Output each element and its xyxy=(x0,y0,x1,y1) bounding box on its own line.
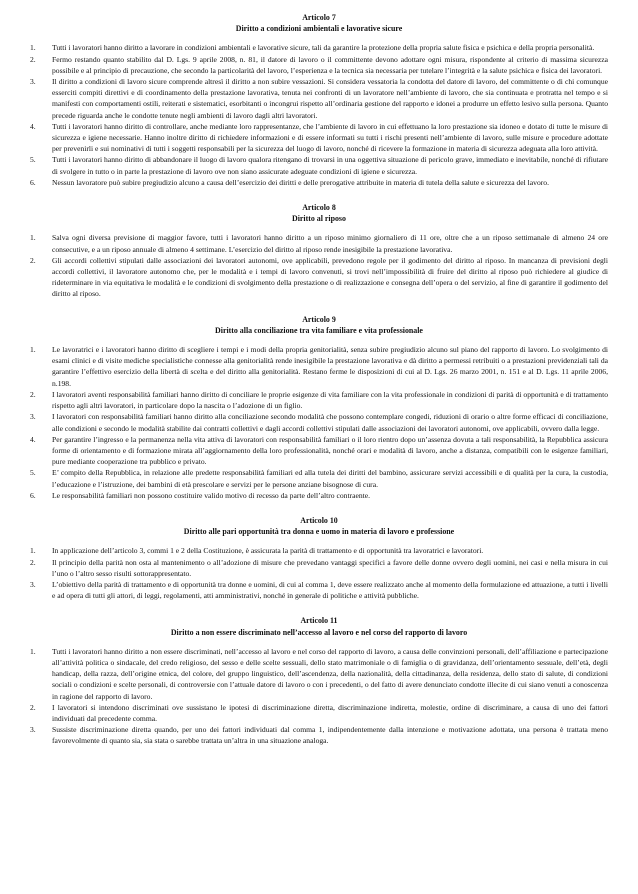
article-title: Articolo 10 xyxy=(300,515,338,525)
list-item xyxy=(30,389,608,411)
list-item xyxy=(30,702,608,724)
article-list xyxy=(30,42,608,188)
item-text: Tutti i lavoratori hanno diritto a lavorare in condizioni ambientali e lavorative sicure, tali da garantire la protezione della propria salute fisica e psichica e della propria personalità. xyxy=(52,43,595,53)
article-title: Articolo 8 xyxy=(302,203,336,213)
list-item xyxy=(30,54,608,76)
article-list xyxy=(30,232,608,299)
article-10 xyxy=(30,515,608,601)
list-item xyxy=(30,579,608,601)
item-number: 2. xyxy=(30,54,36,64)
item-number: 1. xyxy=(30,646,36,656)
item-number: 2. xyxy=(30,702,36,712)
article-7 xyxy=(30,12,608,188)
item-text: I lavoratori aventi responsabilità familiari hanno diritto di conciliare le proprie esigenze di vita familiare con la vita professionale in condizioni di parità di opportunità e di trattamento rispetto agli altri lavoratori, in particolare dopo la nascita o l’adozione di un figlio. xyxy=(52,389,608,411)
article-title: Articolo 7 xyxy=(302,13,336,22)
item-number: 5. xyxy=(30,468,36,478)
article-subtitle: Diritto a condizioni ambientali e lavorative sicure xyxy=(235,24,403,34)
item-number: 6. xyxy=(30,490,36,500)
item-text: Salva ogni diversa previsione di maggior favore, tutti i lavoratori hanno diritto a un riposo minimo giornaliero di 11 ore, oltre che a un riposo settimanale di almeno 24 ore consecutive, e a un riposo annuale di almeno 4 settimane. L’esercizio del diritto al riposo rende inesigibile la prestazione lavorativa. xyxy=(52,233,608,254)
article-8 xyxy=(30,202,608,300)
item-text: I lavoratori si intendono discriminati ove sussistano le ipotesi di discriminazione diretta, discriminazione indiretta, molestie, ordine di discriminare, a causa di uno dei fattori individuati dal precedente comma. xyxy=(52,702,608,723)
item-text: Gli accordi collettivi stipulati dalle associazioni dei lavoratori autonomi, ove applicabili, prevedono regole per il godimento del diritto al riposo. In mancanza di previsioni degli accordi collettivi, il lavoratore autonomo che, per le modalità e i tempi di lavoro convenuti, si trovi nell’impossibilità di fruire del diritto al riposo può richiedere al giudice di rideterminare in via equitativa le modalità e le condizioni di svolgimento della prestazione o di realizzazione e consegna dell’opera o del servizio, al fine di garantire il godimento del diritto al riposo. xyxy=(52,255,608,299)
article-9 xyxy=(30,314,608,501)
item-number: 4. xyxy=(30,121,36,131)
item-text: Tutti i lavoratori hanno diritto di abbandonare il luogo di lavoro qualora ritengano di trovarsi in una oggettiva situazione di pericolo grave, immediato e inevitabile, nonché di rifiutare di svolgere in tutto o in parte la prestazione di lavoro ove non siano assicurate adeguate condizioni di igiene e sicurezza. xyxy=(52,155,608,176)
item-text: Il diritto a condizioni di lavoro sicure comprende altresì il diritto a non subire vessazioni. Si considera vessatoria la condotta del datore di lavoro, del committente o di chi comunque esserciti compiti direttivi e di coordinamento della prestazione lavorativa, tenuta nei confronti di un lavoratore nell’ambiente di lavoro, che sia continuata e protratta nel tempo e si manifesti con comportamenti ostili, reiterati e sistematici, esorbitanti o incongrui rispetto all’ordinaria gestione del rapporto e idonei a produrre un effetto lesivo sulla persona. Quanto precede riguarda anche le condotte tenute negli ambienti di lavoro dagli altri lavoratori. xyxy=(52,77,608,120)
article-11 xyxy=(30,615,608,746)
item-number: 3. xyxy=(30,77,36,87)
list-item xyxy=(30,467,608,489)
item-number: 2. xyxy=(30,557,36,567)
article-subtitle: Diritto alle pari opportunità tra donna e uomo in materia di lavoro e professione xyxy=(183,527,455,537)
item-number: 1. xyxy=(30,43,36,53)
item-text: L’obiettivo della parità di trattamento e di opportunità tra donne e uomini, di cui al comma 1, deve essere realizzato anche al momento della formulazione ed attuazione, a tutti i livelli e ad opera di tutti gli attori, di leggi, regolamenti, atti amministrativi, nonché in generale di politiche e attività pubbliche. xyxy=(52,579,608,601)
item-text: Nessun lavoratore può subire pregiudizio alcuno a causa dell’esercizio dei diritti e delle prerogative attribuite in materia di tutela della salute e sicurezza del lavoro. xyxy=(52,177,549,187)
list-item xyxy=(30,42,608,53)
item-text: Il principio della parità non osta al mantenimento o all’adozione di misure che prevedano vantaggi specifici a favore delle donne ovvero degli uomini, nei casi e nella misura in cui l’uno o l’altro sesso risulti sottorappresentato. xyxy=(52,557,608,578)
item-number: 5. xyxy=(30,155,36,165)
item-text: Le lavoratrici e i lavoratori hanno diritto di scegliere i tempi e i modi della propria genitorialità, senza subire pregiudizio alcuno sul piano del rapporto di lavoro. Lo svolgimento di esami clinici e di visite mediche specialistiche connesse alla genitorialità rende inesigibile la prestazione lavorativa e dà diritto a permessi retribuiti o a prestazioni previdenziali tali da garantire l’effettivo esercizio della libertà di scelta e del diritto alla genitorialità. Restano ferme le disposizioni di cui al D. Lgs. 26 marzo 2001, n. 151 e al D. Lgs. 11 aprile 2006, n.198. xyxy=(52,345,608,388)
article-subtitle: Diritto al riposo xyxy=(292,214,346,224)
item-text: Sussiste discriminazione diretta quando, per uno dei fattori individuati dal comma 1, indipendentemente dalla intenzione e motivazione adottata, una persona è trattata meno favorevolmente di quanto sia, sia stata o sarebbe trattata un’altra in una situazione analoga. xyxy=(52,725,608,746)
item-number: 1. xyxy=(30,546,36,556)
list-item xyxy=(30,411,608,433)
item-number: 3. xyxy=(30,725,36,735)
item-number: 6. xyxy=(30,177,36,187)
item-text: Tutti i lavoratori hanno diritto di controllare, anche mediante loro rappresentanze, che l’ambiente di lavoro in cui effettuano la loro prestazione sia idoneo e dotato di tutte le misure di sicurezza e igiene necessarie. Hanno inoltre diritto di richiedere informazioni e di essere informati su tutti i rischi presenti nell’ambiente di lavoro, sulle misure e procedure adottate per prevenirli e sui nominativi di tutti i soggetti responsabili per la sicurezza del luogo di lavoro, nonché di ricevere la formazione in materia di sicurezza adeguata alla loro attività. xyxy=(52,121,608,154)
list-item xyxy=(30,121,608,155)
list-item xyxy=(30,154,608,176)
list-item xyxy=(30,232,608,254)
list-item xyxy=(30,557,608,579)
article-subtitle: Diritto a non essere discriminato nell’accesso al lavoro e nel corso del rapporto di lavoro xyxy=(170,627,468,637)
item-text: I lavoratori con responsabilità familiari hanno diritto alla conciliazione secondo modalità che possono contemplare congedi, riduzioni di orario o altre forme efficaci di conciliazione, alle condizioni e secondo le modalità stabilite dai contratti collettivi e dagli accordi collettivi stipulati dalle associazioni dei lavoratori autonomi, ove applicabili, ovvero dalla legge. xyxy=(52,412,608,433)
article-list xyxy=(30,545,608,601)
item-text: Tutti i lavoratori hanno diritto a non essere discriminati, nell’accesso al lavoro e nel corso del rapporto di lavoro, a causa delle convinzioni personali, dell’affiliazione e partecipazione all’attività politica o sindacale, del credo religioso, del sesso e delle scelte sessuali, dello stato matrimoniale o di famiglia o di gravidanza, dell’orientamento sessuale, dell’età, degli handicap, della razza, dell’origine etnica, del colore, del gruppo linguistico, dell’ascendenza, della nazionalità, della cittadinanza, della residenza, dello stato di salute, di condizioni sociali o condizioni e scelte personali, di controversie con l’attuale datore di lavoro o con i precedenti, o del fatto di avere denunciato condotte illecite di cui siano venuti a conoscenza in ragione del rapporto di lavoro. xyxy=(52,646,608,701)
item-number: 3. xyxy=(30,579,36,589)
list-item xyxy=(30,646,608,702)
item-text: Per garantire l’ingresso e la permanenza nella vita attiva di lavoratori con responsabilità familiari o il loro rientro dopo un’assenza dovuta a tali responsabilità, la Repubblica assicura forme di orientamento e di formazione mirata all’aggiornamento della loro professionalità, nonché orari e modalità di lavoro, anche a distanza, compatibili con le esigenze familiari, pure mediante cooperazione tra pubblico e privato. xyxy=(52,434,608,467)
article-title: Articolo 11 xyxy=(300,616,338,626)
article-list xyxy=(30,646,608,747)
item-number: 2. xyxy=(30,389,36,399)
item-text: Le responsabilità familiari non possono costituire valido motivo di recesso da parte dell’altro contraente. xyxy=(52,490,370,500)
list-item xyxy=(30,255,608,300)
article-title: Articolo 9 xyxy=(302,314,336,324)
list-item xyxy=(30,490,608,501)
item-text: Fermo restando quanto stabilito dal D. Lgs. 9 aprile 2008, n. 81, il datore di lavoro o il committente devono adottare ogni misura, rispondente al criterio di massima sicurezza possibile e al principio di precauzione, che secondo la particolarità del lavoro, l’esperienza e la tecnica sia necessaria per tutelare l’integrità e la salute psichica e fisica dei lavoratori. xyxy=(52,54,608,75)
list-item xyxy=(30,76,608,121)
item-text: In applicazione dell’articolo 3, commi 1 e 2 della Costituzione, è assicurata la parità di trattamento e di opportunità tra lavoratrici e lavoratori. xyxy=(52,546,484,556)
item-number: 1. xyxy=(30,345,36,355)
article-list xyxy=(30,344,608,501)
list-item xyxy=(30,434,608,468)
list-item xyxy=(30,545,608,556)
list-item xyxy=(30,724,608,746)
item-number: 2. xyxy=(30,255,36,265)
article-subtitle: Diritto alla conciliazione tra vita familiare e vita professionale xyxy=(215,325,423,335)
item-number: 1. xyxy=(30,233,36,243)
item-number: 3. xyxy=(30,412,36,422)
list-item xyxy=(30,344,608,389)
list-item xyxy=(30,177,608,188)
item-number: 4. xyxy=(30,434,36,444)
item-text: E’ compito della Repubblica, in relazione alle predette responsabilità familiari ed alla tutela dei diritti del bambino, assicurare servizi accessibili e di qualità per la cura, la custodia, l’educazione e l’istruzione, dei bambini di età prescolare e servizi per le persone anziane bisognose di cura. xyxy=(52,468,608,489)
